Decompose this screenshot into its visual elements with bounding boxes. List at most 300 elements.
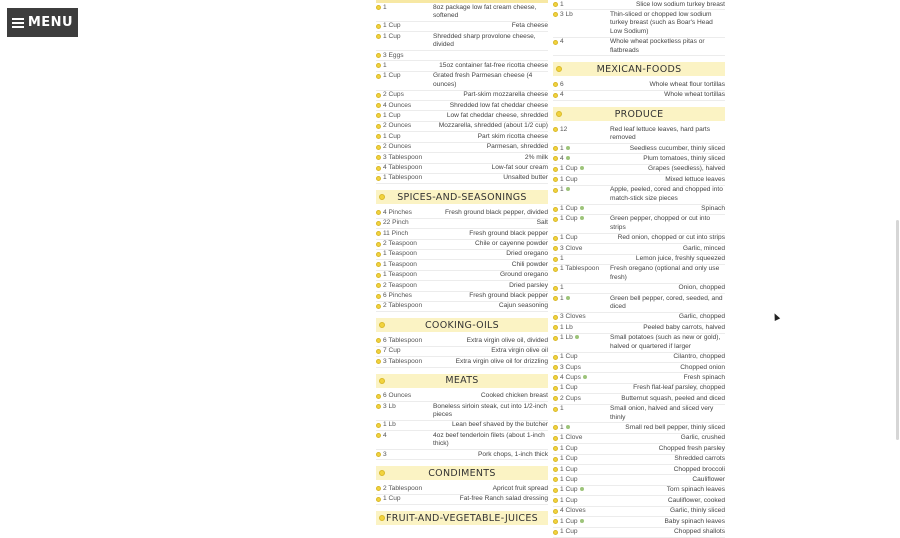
ingredient-row[interactable] <box>553 334 725 353</box>
quantity-text: 2 Tablespoon <box>383 302 423 310</box>
checkbox-circle-icon[interactable] <box>376 304 381 309</box>
ingredient-quantity <box>560 145 610 153</box>
ingredient-name: Dried oregano <box>506 250 548 258</box>
checkbox-circle-icon[interactable] <box>553 236 558 241</box>
quantity-text: 4 <box>383 431 387 439</box>
ingredient-name: Cauliflower <box>692 475 725 483</box>
checkbox-circle-icon[interactable] <box>376 242 381 247</box>
checkbox-circle-icon[interactable] <box>376 34 381 39</box>
ingredient-row[interactable] <box>376 72 548 91</box>
ingredient-quantity <box>560 353 610 361</box>
ingredient-name: Extra virgin olive oil <box>491 347 548 355</box>
ingredient-quantity <box>560 455 610 463</box>
checkbox-circle-icon[interactable] <box>553 156 558 161</box>
checkbox-circle-icon[interactable] <box>376 349 381 354</box>
quantity-text: 1 Cup <box>383 32 401 40</box>
ingredient-row[interactable] <box>553 10 725 37</box>
ingredient-row[interactable] <box>553 423 725 433</box>
ingredient-row[interactable] <box>553 405 725 424</box>
checkbox-circle-icon[interactable] <box>376 134 381 139</box>
ingredient-name: Garlic, crushed <box>680 434 725 442</box>
ingredient-row[interactable] <box>553 91 725 101</box>
ingredient-row[interactable] <box>376 122 548 132</box>
checkbox-circle-icon[interactable] <box>376 252 381 257</box>
checkbox-circle-icon[interactable] <box>376 145 381 150</box>
leaf-icon <box>580 206 584 210</box>
ingredient-row[interactable] <box>376 51 548 61</box>
bullet-icon <box>379 378 385 384</box>
ingredient-row[interactable] <box>553 517 725 527</box>
quantity-text: 1 <box>560 0 564 8</box>
ingredient-name: Cooked chicken breast <box>480 392 548 400</box>
checkbox-circle-icon[interactable] <box>553 82 558 87</box>
category-title: FRUIT-AND-VEGETABLE-JUICES <box>386 512 538 524</box>
ingredient-name: Parmesan, shredded <box>486 143 548 151</box>
ingredient-name: Garlic, minced <box>682 244 725 252</box>
ingredient-quantity <box>383 451 433 459</box>
ingredient-name: Part skim ricotta cheese <box>477 132 548 140</box>
checkbox-circle-icon[interactable] <box>553 146 558 151</box>
checkbox-circle-icon[interactable] <box>376 155 381 160</box>
ingredient-quantity <box>560 507 610 515</box>
ingredient-quantity <box>383 495 433 503</box>
quantity-text: 3 Clove <box>560 244 583 252</box>
checkbox-circle-icon[interactable] <box>553 436 558 441</box>
ingredient-row[interactable] <box>376 347 548 357</box>
ingredient-name: Red leaf lettuce leaves, hard parts removed <box>610 125 711 142</box>
ingredient-row[interactable] <box>553 486 725 496</box>
ingredient-quantity <box>560 284 610 292</box>
ingredient-row[interactable] <box>376 61 548 71</box>
ingredient-quantity <box>383 271 433 279</box>
checkbox-circle-icon[interactable] <box>376 231 381 236</box>
leaf-icon <box>580 166 584 170</box>
menu-label: MENU <box>27 15 74 30</box>
quantity-text: 3 Eggs <box>383 51 404 59</box>
quantity-text: 1 <box>560 405 564 413</box>
checkbox-circle-icon[interactable] <box>553 477 558 482</box>
quantity-text: 1 Cup <box>383 72 401 80</box>
ingredient-quantity <box>560 466 610 474</box>
ingredient-row[interactable] <box>376 101 548 111</box>
quantity-text: 4 <box>560 91 564 99</box>
ingredient-quantity <box>383 52 433 60</box>
ingredient-quantity <box>383 154 433 162</box>
ingredient-quantity <box>560 364 610 372</box>
ingredient-quantity <box>383 250 433 258</box>
ingredient-row[interactable] <box>553 0 725 10</box>
checkbox-circle-icon[interactable] <box>376 404 381 409</box>
ingredient-row[interactable] <box>376 250 548 260</box>
leaf-icon <box>580 487 584 491</box>
leaf-icon <box>566 187 570 191</box>
checkbox-circle-icon[interactable] <box>376 221 381 226</box>
ingredient-quantity <box>383 485 433 493</box>
quantity-text: 1 Cup <box>560 215 578 223</box>
quantity-text: 7 Cup <box>383 347 401 355</box>
quantity-text: 4 Tablespoon <box>383 164 423 171</box>
checkbox-circle-icon[interactable] <box>376 124 381 129</box>
menu-button[interactable] <box>7 8 78 37</box>
checkbox-circle-icon[interactable] <box>553 315 558 320</box>
ingredient-row[interactable] <box>553 434 725 444</box>
ingredient-row[interactable] <box>376 153 548 163</box>
checkbox-circle-icon[interactable] <box>553 509 558 514</box>
ingredient-quantity <box>383 261 433 269</box>
checkbox-circle-icon[interactable] <box>553 425 558 430</box>
ingredient-name: Extra virgin olive oil, divided <box>466 336 548 344</box>
checkbox-circle-icon[interactable] <box>553 498 558 503</box>
checkbox-circle-icon[interactable] <box>376 262 381 267</box>
checkbox-circle-icon[interactable] <box>376 452 381 457</box>
checkbox-circle-icon[interactable] <box>553 217 558 222</box>
checkbox-circle-icon[interactable] <box>376 5 381 10</box>
checkbox-circle-icon[interactable] <box>553 365 558 370</box>
ingredient-row[interactable] <box>376 431 548 450</box>
ingredient-row[interactable] <box>553 353 725 363</box>
ingredient-row[interactable] <box>553 384 725 394</box>
ingredient-row[interactable] <box>553 496 725 506</box>
ingredient-row[interactable] <box>553 465 725 475</box>
ingredient-row[interactable] <box>553 323 725 333</box>
ingredient-row[interactable] <box>553 244 725 254</box>
checkbox-circle-icon[interactable] <box>553 355 558 360</box>
ingredient-row[interactable] <box>376 91 548 101</box>
ingredient-name: Fat-free Ranch salad dressing <box>459 495 548 503</box>
bullet-icon <box>379 322 385 328</box>
checkbox-circle-icon[interactable] <box>553 93 558 98</box>
ingredient-row[interactable] <box>376 3 548 22</box>
ingredient-name: Chopped broccoli <box>673 465 725 473</box>
checkbox-circle-icon[interactable] <box>376 359 381 364</box>
quantity-text: 1 Cup <box>560 475 578 483</box>
checkbox-circle-icon[interactable] <box>376 24 381 29</box>
checkbox-circle-icon[interactable] <box>376 74 381 79</box>
bullet-icon <box>556 111 562 117</box>
quantity-text: 1 Cup <box>560 165 578 173</box>
checkbox-circle-icon[interactable] <box>553 530 558 535</box>
quantity-text: 1 <box>560 186 564 194</box>
checkbox-circle-icon[interactable] <box>553 207 558 212</box>
ingredient-quantity <box>560 11 610 19</box>
ingredient-quantity <box>383 4 433 12</box>
ingredient-row[interactable] <box>376 174 548 184</box>
ingredient-quantity <box>560 324 610 332</box>
ingredient-row[interactable] <box>553 373 725 383</box>
checkbox-circle-icon[interactable] <box>376 273 381 278</box>
quantity-text: 1 Cup <box>560 234 578 242</box>
ingredient-quantity <box>383 219 433 227</box>
ingredient-row[interactable] <box>553 215 725 234</box>
checkbox-circle-icon[interactable] <box>376 103 381 108</box>
ingredient-row[interactable] <box>553 455 725 465</box>
ingredient-row[interactable] <box>376 495 548 505</box>
ingredient-row[interactable] <box>376 450 548 460</box>
ingredient-name: Low fat cheddar cheese, shredded <box>446 111 548 119</box>
quantity-text: 6 Tablespoon <box>383 336 423 344</box>
ingredient-row[interactable] <box>553 186 725 205</box>
checkbox-circle-icon[interactable] <box>376 433 381 438</box>
checkbox-circle-icon[interactable] <box>553 286 558 291</box>
checkbox-circle-icon[interactable] <box>376 93 381 98</box>
checkbox-circle-icon[interactable] <box>376 423 381 428</box>
checkbox-circle-icon[interactable] <box>553 386 558 391</box>
quantity-text: 2 Tablespoon <box>383 484 423 492</box>
quantity-text: 1 <box>560 294 564 302</box>
leaf-icon <box>566 156 570 160</box>
ingredient-quantity <box>560 234 610 242</box>
quantity-text: 12 <box>560 125 568 133</box>
ingredient-name: Cilantro, chopped <box>673 353 725 361</box>
ingredient-quantity <box>383 133 433 141</box>
ingredient-quantity <box>560 1 610 9</box>
checkbox-circle-icon[interactable] <box>376 53 381 58</box>
shopping-list-right-column <box>553 0 725 538</box>
checkbox-circle-icon[interactable] <box>553 40 558 45</box>
leaf-icon <box>566 296 570 300</box>
ingredient-name: Shredded carrots <box>674 455 725 463</box>
ingredient-row[interactable] <box>376 32 548 51</box>
ingredient-row[interactable] <box>553 475 725 485</box>
ingredient-row[interactable] <box>553 125 725 144</box>
ingredient-row[interactable] <box>553 175 725 185</box>
ingredient-row[interactable] <box>376 484 548 494</box>
ingredient-quantity <box>383 403 433 411</box>
ingredient-name: Fresh flat-leaf parsley, chopped <box>633 384 725 392</box>
ingredient-name: Chopped onion <box>680 363 725 371</box>
quantity-text: 1 Lb <box>560 323 573 331</box>
ingredient-row[interactable] <box>376 240 548 250</box>
ingredient-row[interactable] <box>553 205 725 215</box>
ingredient-row[interactable] <box>376 271 548 281</box>
ingredient-quantity <box>560 528 610 536</box>
ingredient-quantity <box>560 334 610 342</box>
ingredient-name: Dried parsley <box>509 281 548 289</box>
checkbox-circle-icon[interactable] <box>553 267 558 272</box>
ingredient-quantity <box>383 432 433 440</box>
ingredient-quantity <box>560 424 610 432</box>
ingredient-name: Chile or cayenne powder <box>475 240 548 248</box>
quantity-text: 1 <box>383 61 387 69</box>
quantity-text: 4 Ounces <box>383 101 412 109</box>
ingredient-name: Apple, peeled, cored and chopped into match-stick size pieces <box>610 186 723 202</box>
ingredient-name: Mixed lettuce leaves <box>665 175 725 183</box>
quantity-text: 1 Cup <box>383 132 401 140</box>
quantity-text: 3 Tablespoon <box>383 357 423 365</box>
bullet-icon <box>379 470 385 476</box>
ingredient-row[interactable] <box>376 336 548 346</box>
ingredient-quantity <box>560 384 610 392</box>
ingredient-row[interactable] <box>376 392 548 402</box>
ingredient-name: Red onion, chopped or cut into strips <box>617 234 725 242</box>
ingredient-name: Whole wheat flour tortillas <box>649 80 725 88</box>
checkbox-circle-icon[interactable] <box>553 519 558 524</box>
quantity-text: 4 Pinches <box>383 208 412 216</box>
ingredient-row[interactable] <box>553 154 725 164</box>
ingredient-row[interactable] <box>553 394 725 404</box>
checkbox-circle-icon[interactable] <box>553 257 558 262</box>
ingredient-row[interactable] <box>553 144 725 154</box>
ingredient-row[interactable] <box>376 421 548 431</box>
checkbox-circle-icon[interactable] <box>553 336 558 341</box>
leaf-icon <box>583 375 587 379</box>
checkbox-circle-icon[interactable] <box>553 446 558 451</box>
category-header <box>376 190 548 204</box>
bullet-icon <box>556 66 562 72</box>
checkbox-circle-icon[interactable] <box>376 394 381 399</box>
ingredient-row[interactable] <box>553 294 725 313</box>
quantity-text: 1 Cup <box>560 444 578 452</box>
leaf-icon <box>580 216 584 220</box>
ingredient-row[interactable] <box>553 507 725 517</box>
ingredient-row[interactable] <box>376 22 548 32</box>
ingredient-quantity <box>560 91 610 99</box>
checkbox-circle-icon[interactable] <box>376 486 381 491</box>
ingredient-row[interactable] <box>553 444 725 454</box>
ingredient-row[interactable] <box>376 229 548 239</box>
ingredient-row[interactable] <box>376 164 548 174</box>
ingredient-row[interactable] <box>376 302 548 312</box>
ingredient-row[interactable] <box>376 143 548 153</box>
quantity-text: 1 Tablespoon <box>383 174 423 182</box>
ingredient-row[interactable] <box>553 265 725 284</box>
checkbox-circle-icon[interactable] <box>376 338 381 343</box>
scrollbar[interactable] <box>896 220 899 440</box>
checkbox-circle-icon[interactable] <box>553 2 558 7</box>
checkbox-circle-icon[interactable] <box>553 177 558 182</box>
ingredient-quantity <box>383 62 433 70</box>
quantity-text: 1 <box>560 255 564 263</box>
ingredient-row[interactable] <box>553 80 725 90</box>
checkbox-circle-icon[interactable] <box>376 210 381 215</box>
ingredient-row[interactable] <box>376 402 548 421</box>
checkbox-circle-icon[interactable] <box>553 127 558 132</box>
ingredient-name: Thin-sliced or chopped low sodium turkey breast (such as Boar's Head Low Sodium) <box>610 10 713 35</box>
checkbox-circle-icon[interactable] <box>376 497 381 502</box>
checkbox-circle-icon[interactable] <box>553 375 558 380</box>
ingredient-name: Fresh ground black pepper <box>469 229 548 237</box>
checkbox-circle-icon[interactable] <box>553 325 558 330</box>
ingredient-quantity <box>560 81 610 89</box>
checkbox-circle-icon[interactable] <box>553 457 558 462</box>
quantity-text: 1 Cup <box>560 496 578 504</box>
quantity-text: 2 Ounces <box>383 143 412 151</box>
checkbox-circle-icon[interactable] <box>376 176 381 181</box>
ingredient-name: Fresh spinach <box>683 373 725 381</box>
ingredient-quantity <box>383 347 433 355</box>
ingredient-row[interactable] <box>553 363 725 373</box>
checkbox-circle-icon[interactable] <box>553 488 558 493</box>
ingredient-quantity <box>383 282 433 290</box>
checkbox-circle-icon[interactable] <box>376 166 381 171</box>
leaf-icon <box>566 425 570 429</box>
quantity-text: 1 Lb <box>560 334 573 342</box>
ingredient-quantity <box>383 392 433 400</box>
ingredient-row[interactable] <box>376 292 548 302</box>
checkbox-circle-icon[interactable] <box>553 167 558 172</box>
ingredient-quantity <box>560 255 610 263</box>
quantity-text: 2 Ounces <box>383 122 412 130</box>
ingredient-row[interactable] <box>553 528 725 538</box>
leaf-icon <box>580 519 584 523</box>
checkbox-circle-icon[interactable] <box>376 294 381 299</box>
quantity-text: 2 Teaspoon <box>383 281 417 289</box>
ingredient-row[interactable] <box>376 132 548 142</box>
category-title: COOKING-OILS <box>425 319 499 331</box>
checkbox-circle-icon[interactable] <box>376 283 381 288</box>
ingredient-quantity <box>560 445 610 453</box>
ingredient-row[interactable] <box>553 165 725 175</box>
quantity-text: 1 Cup <box>383 111 401 119</box>
ingredient-name: 8oz package low fat cream cheese, softened <box>433 3 537 19</box>
quantity-text: 2 Teaspoon <box>383 240 417 248</box>
ingredient-row[interactable] <box>376 281 548 291</box>
ingredient-name: 2% milk <box>524 153 548 161</box>
quantity-text: 6 <box>560 80 564 88</box>
ingredient-name: Boneless sirloin steak, cut into 1/2-inch pieces <box>433 402 547 418</box>
ingredient-name: Butternut squash, peeled and diced <box>621 394 725 402</box>
checkbox-circle-icon[interactable] <box>553 188 558 193</box>
ingredient-quantity <box>383 358 433 366</box>
ingredient-name: Slice low sodium turkey breast <box>635 0 725 8</box>
ingredient-row[interactable] <box>376 219 548 229</box>
quantity-text: 1 Teaspoon <box>383 260 417 268</box>
ingredient-name: Small red bell pepper, thinly sliced <box>625 423 725 431</box>
ingredient-name: Grapes (seedless), halved <box>648 165 725 173</box>
quantity-text: 6 Pinches <box>383 292 412 300</box>
checkbox-circle-icon[interactable] <box>553 407 558 412</box>
quantity-text: 1 Clove <box>560 434 583 442</box>
ingredient-quantity <box>560 176 610 184</box>
quantity-text: 2 Cups <box>383 91 404 99</box>
quantity-text: 1 <box>560 284 564 292</box>
ingredient-row[interactable] <box>553 234 725 244</box>
ingredient-quantity <box>560 476 610 484</box>
ingredient-quantity <box>560 486 610 494</box>
ingredient-name: Pork chops, 1-inch thick <box>478 450 548 458</box>
ingredient-name: Torn spinach leaves <box>666 486 725 494</box>
ingredient-quantity <box>383 174 433 182</box>
ingredient-name: Cauliflower, cooked <box>667 496 725 504</box>
ingredient-name: Cajun seasoning <box>498 302 548 310</box>
ingredient-quantity <box>560 518 610 526</box>
ingredient-row[interactable] <box>553 38 725 57</box>
quantity-text: 3 <box>383 450 387 458</box>
ingredient-row[interactable] <box>553 255 725 265</box>
ingredient-name: Fresh ground black pepper <box>469 292 548 300</box>
quantity-text: 3 Cups <box>560 363 581 371</box>
ingredient-row[interactable] <box>553 284 725 294</box>
checkbox-circle-icon[interactable] <box>553 467 558 472</box>
ingredient-name: Mozzarella, shredded (about 1/2 cup) <box>438 122 548 130</box>
ingredient-row[interactable] <box>376 208 548 218</box>
checkbox-circle-icon[interactable] <box>376 113 381 118</box>
ingredient-row[interactable] <box>376 357 548 367</box>
checkbox-circle-icon[interactable] <box>553 296 558 301</box>
checkbox-circle-icon[interactable] <box>376 63 381 68</box>
ingredient-name: Plum tomatoes, thinly sliced <box>643 154 725 162</box>
ingredient-row[interactable] <box>553 313 725 323</box>
ingredient-name: Green pepper, chopped or cut into strips <box>610 215 711 231</box>
checkbox-circle-icon[interactable] <box>553 246 558 251</box>
checkbox-circle-icon[interactable] <box>553 396 558 401</box>
ingredient-quantity <box>560 38 610 46</box>
quantity-text: 1 <box>560 144 564 152</box>
ingredient-row[interactable] <box>376 260 548 270</box>
checkbox-circle-icon[interactable] <box>553 12 558 17</box>
ingredient-name: Fresh ground black pepper, divided <box>444 208 548 216</box>
ingredient-row[interactable] <box>376 111 548 121</box>
